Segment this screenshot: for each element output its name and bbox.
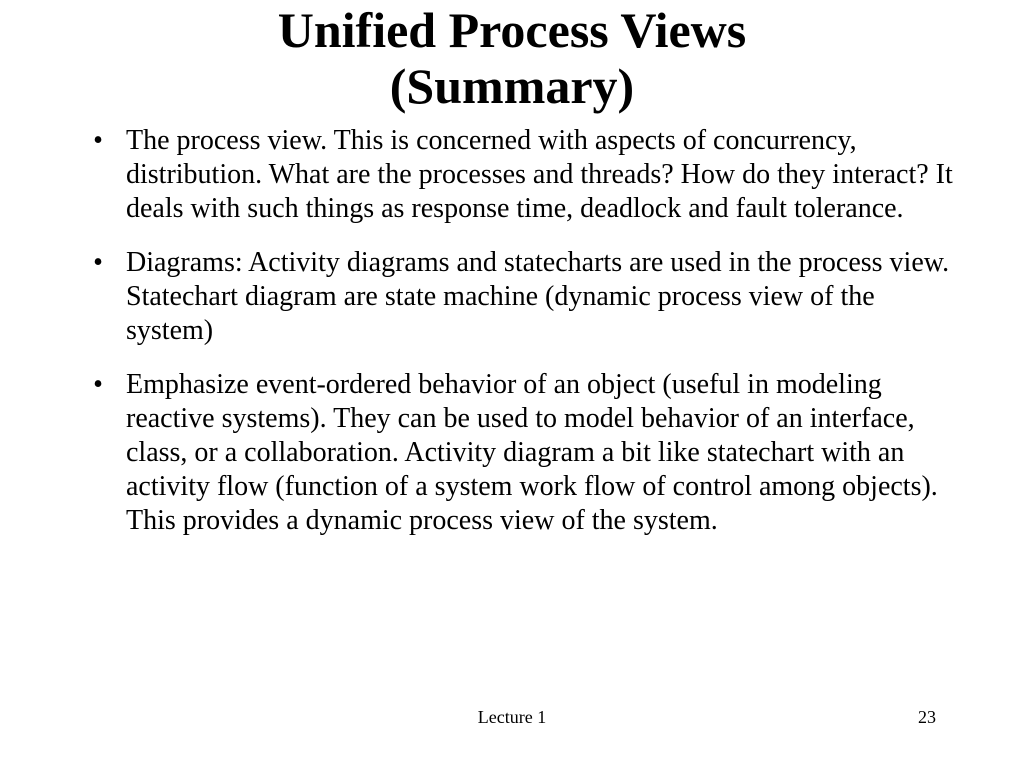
bullet-text: Emphasize event-ordered behavior of an object (useful in modeling reactive systems). They can be used to model behavior of an interface, class, or a collaboration. Activity diagram a bit like statechart with an activity flow (function of a system work flow of control among objects). This provides a dynamic process view of the system. — [126, 369, 938, 536]
bullet-text: The process view. This is concerned with aspects of concurrency, distribution. What are the processes and threads? How do they interact? It deals with such things as response time, deadlock and fault tolerance. — [126, 125, 953, 224]
bullet-item-emphasize — [80, 368, 960, 538]
bullet-item-process-view — [80, 124, 960, 226]
slide-title-line-1: Unified Process Views — [277, 2, 747, 58]
bullet-list — [80, 124, 960, 558]
page-number: 23 — [918, 707, 936, 727]
bullet-icon: • — [93, 125, 103, 156]
bullet-text: Diagrams: Activity diagrams and statecharts are used in the process view. Statechart diagram are state machine (dynamic process view of the system) — [126, 247, 950, 346]
footer-lecture-label: Lecture 1 — [477, 707, 547, 727]
bullet-item-diagrams — [80, 246, 960, 348]
bullet-icon: • — [93, 369, 103, 400]
slide-title — [112, 2, 912, 114]
bullet-icon: • — [93, 247, 103, 278]
slide-title-line-2: (Summary) — [389, 58, 635, 114]
